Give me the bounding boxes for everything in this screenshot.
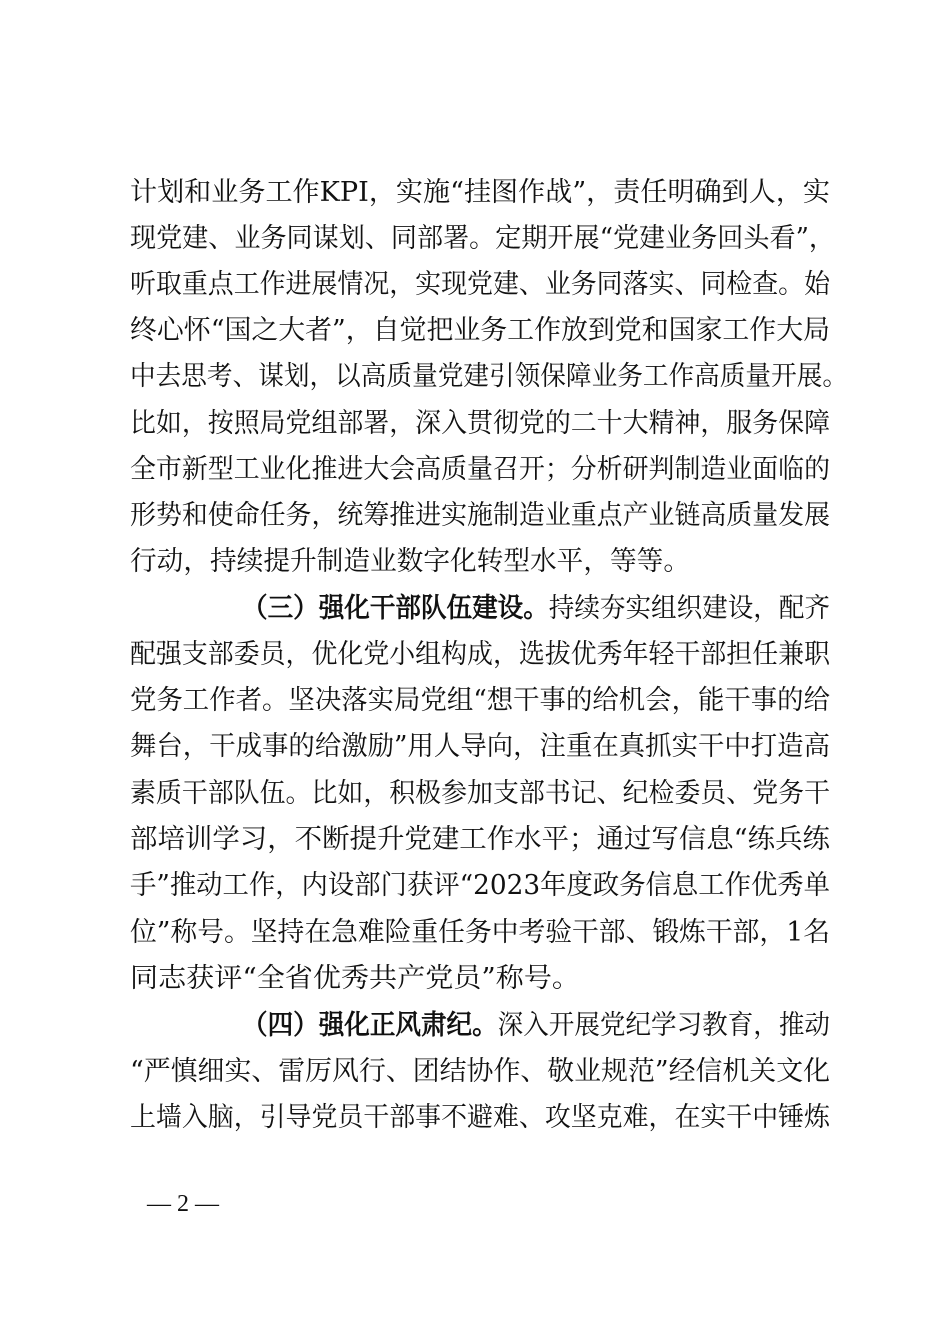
text-line bbox=[0, 818, 950, 862]
line-text: “严慎细实、雷厉风行、团结协作、敬业规范”经信机关文化 bbox=[130, 1056, 830, 1087]
line-text: 位”称号。坚持在急难险重任务中考验干部、锻炼干部，1名 bbox=[130, 917, 830, 948]
text-line bbox=[0, 494, 950, 538]
line-text: 全市新型工业化推进大会高质量召开；分析研判制造业面临的 bbox=[130, 454, 830, 485]
line-text: 行动，持续提升制造业数字化转型水平，等等。 bbox=[130, 546, 690, 577]
line-text: 现党建、业务同谋划、同部署。定期开展“党建业务回头看”， bbox=[130, 223, 835, 254]
line-text: 形势和使命任务，统筹推进实施制造业重点产业链高质量发展 bbox=[130, 500, 830, 531]
section-3-body: 持续夯实组织建设，配齐 bbox=[548, 593, 830, 624]
text-line bbox=[0, 402, 950, 446]
section-3-heading: （三）强化干部队伍建设。 bbox=[242, 593, 549, 624]
section-4-text bbox=[242, 1004, 830, 1048]
line-text: 中去思考、谋划，以高质量党建引领保障业务工作高质量开展。 bbox=[130, 361, 848, 392]
line-text: 配强支部委员，优化党小组构成，选拔优秀年轻干部担任兼职 bbox=[130, 639, 830, 670]
section-3-text bbox=[242, 587, 830, 631]
line-text: 手”推动工作，内设部门获评“2023年度政务信息工作优秀单 bbox=[130, 870, 830, 901]
page-number: — 2 — bbox=[147, 1191, 219, 1217]
text-line bbox=[0, 957, 950, 1001]
text-line bbox=[0, 355, 950, 399]
line-text: 舞台，干成事的给激励”用人导向，注重在真抓实干中打造高 bbox=[130, 731, 830, 762]
text-line bbox=[0, 171, 950, 215]
text-line bbox=[0, 1096, 950, 1140]
line-text: 部培训学习，不断提升党建工作水平；通过写信息“练兵练 bbox=[130, 824, 830, 855]
text-line bbox=[0, 217, 950, 261]
text-line bbox=[0, 540, 950, 584]
text-line bbox=[0, 911, 950, 955]
text-line bbox=[0, 679, 950, 723]
section-heading-line bbox=[0, 587, 950, 631]
line-text: 党务工作者。坚决落实局党组“想干事的给机会，能干事的给 bbox=[130, 685, 830, 716]
line-text: 同志获评“全省优秀共产党员”称号。 bbox=[130, 963, 580, 994]
section-heading-line bbox=[0, 1004, 950, 1048]
text-line bbox=[0, 309, 950, 353]
line-text: 素质干部队伍。比如，积极参加支部书记、纪检委员、党务干 bbox=[130, 778, 830, 809]
line-text: 上墙入脑，引导党员干部事不避难、攻坚克难，在实干中锤炼 bbox=[130, 1102, 830, 1133]
text-line bbox=[0, 1050, 950, 1094]
text-line bbox=[0, 725, 950, 769]
line-text: 听取重点工作进展情况，实现党建、业务同落实、同检查。始 bbox=[130, 269, 830, 300]
line-text: 终心怀“国之大者”，自觉把业务工作放到党和国家工作大局 bbox=[130, 315, 830, 346]
text-line bbox=[0, 633, 950, 677]
section-4-heading: （四）强化正风肃纪。 bbox=[242, 1010, 498, 1041]
line-text: 比如，按照局党组部署，深入贯彻党的二十大精神，服务保障 bbox=[130, 408, 830, 439]
section-4-body: 深入开展党纪学习教育，推动 bbox=[497, 1010, 830, 1041]
text-line bbox=[0, 772, 950, 816]
text-line bbox=[0, 263, 950, 307]
line-text: 计划和业务工作KPI，实施“挂图作战”，责任明确到人，实 bbox=[130, 177, 830, 208]
text-line bbox=[0, 448, 950, 492]
text-line bbox=[0, 864, 950, 908]
